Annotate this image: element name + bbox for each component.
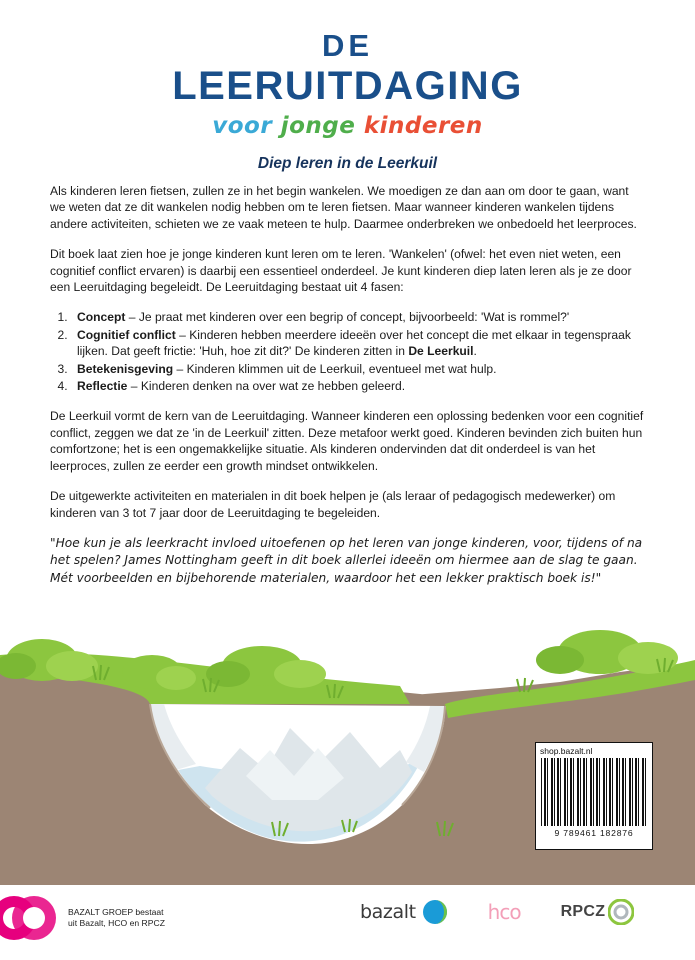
logo-hco-text: hco bbox=[487, 900, 521, 924]
list-item bbox=[71, 361, 646, 377]
title-block bbox=[0, 30, 695, 173]
phase-text: – Kinderen hebben meerdere ideeën over het concept die met elkaar in tegenspraak lijken. Dat geeft frictie: 'Huh, hoe zit dit?' De kinderen zitten in bbox=[77, 327, 631, 359]
bazalt-mark-icon bbox=[422, 899, 448, 925]
paragraph-1: Als kinderen leren fietsen, zullen ze in het begin wankelen. We moedigen ze dan aan om door te gaan, want we weten dat ze dit wankelen nodig hebben om te leren fietsen. Maar wanneer kinderen wankelen tijdens andere activiteiten, schieten we ze vaak meteen te hulp. Daarmee onderbreken we onbedoeld het leerproces. bbox=[50, 184, 637, 231]
phase-term: Cognitief conflict bbox=[77, 327, 176, 342]
bazalt-groep-logo-icon bbox=[0, 895, 60, 941]
title-subtitle bbox=[0, 114, 695, 139]
logo-bazalt-text: bazalt bbox=[360, 901, 416, 923]
logo-hco bbox=[488, 900, 521, 924]
phase-term: Reflectie bbox=[77, 379, 128, 394]
paragraph-4: De uitgewerkte activiteiten en materialen in dit boek helpen je (als leraar of pedagogisch medewerker) om kinderen van 3 tot 7 jaar door de Leeruitdaging te begeleiden. bbox=[50, 489, 616, 520]
logo-rpcz-text: RPCZ bbox=[560, 903, 606, 920]
subtitle-word-3: kinderen bbox=[363, 112, 483, 139]
phase-text-bold: De Leerkuil bbox=[408, 344, 474, 359]
shop-url: shop.bazalt.nl bbox=[540, 746, 593, 756]
list-item bbox=[71, 309, 646, 325]
footer-left-line1: BAZALT GROEP bestaat bbox=[68, 907, 164, 917]
title-line-de: DE bbox=[321, 28, 374, 63]
paragraph-3: De Leerkuil vormt de kern van de Leeruitdaging. Wanneer kinderen een oplossing bedenken voor een cognitief conflict, zeggen we dat ze 'in de Leerkuil' zitten. Deze metafoor werkt goed. Kinderen bevinden zich buiten hun comfortzone; het is een ongemakkelijke situatie. Als kinderen ondervinden dat dit onderdeel is van het leerproces, zullen ze eerder een growth mindset ontwikkelen. bbox=[50, 409, 644, 473]
title-line-main: LEERUITDAGING bbox=[172, 63, 523, 108]
phase-text: – Kinderen denken na over wat ze hebben geleerd. bbox=[127, 379, 406, 394]
list-item bbox=[71, 378, 646, 394]
list-item bbox=[71, 327, 646, 360]
back-cover-text bbox=[50, 183, 646, 618]
footer-left-line2: uit Bazalt, HCO en RPCZ bbox=[68, 918, 165, 928]
logo-bazalt bbox=[360, 899, 448, 925]
isbn-number: 9 789461 182876 bbox=[554, 828, 634, 838]
phase-term: Concept bbox=[77, 310, 126, 325]
barcode-bars bbox=[541, 758, 647, 826]
phase-text: – Kinderen klimmen uit de Leerkuil, eventueel met wat hulp. bbox=[173, 361, 497, 376]
subtitle-word-2: jonge bbox=[280, 112, 356, 139]
footer bbox=[0, 885, 695, 960]
phase-text: – Je praat met kinderen over een begrip of concept, bijvoorbeeld: 'Wat is rommel?' bbox=[125, 310, 570, 325]
subtitle-word-1: voor bbox=[212, 112, 273, 139]
phases-list bbox=[50, 309, 646, 394]
paragraph-2: Dit boek laat zien hoe je jonge kinderen kunt leren om te leren. 'Wankelen' (ofwel: het even niet weten, een cognitief conflict ervaren) is daarbij een essentieel onderdeel. Je kunt kinderen diep laten leren als je ze door een Leeruitdaging begeleidt. De Leeruitdaging bestaat uit 4 fasen: bbox=[50, 247, 632, 295]
publisher-logos bbox=[360, 899, 680, 925]
bazalt-groep-block bbox=[0, 895, 165, 941]
review-quote: "Hoe kun je als leerkracht invloed uitoefenen op het leren van jonge kinderen, voor, tijdens of na het spelen? James Nottingham geeft in dit boek allerlei ideeën om hiermee aan de slag te gaan. Mét voorbeelden en bijbehorende materialen, waardoor het een lekker praktisch boek is!" bbox=[50, 535, 643, 585]
barcode-block bbox=[535, 742, 653, 850]
bazalt-groep-text bbox=[68, 907, 165, 929]
title-tagline: Diep leren in de Leerkuil bbox=[257, 154, 438, 172]
phase-term: Betekenisgeving bbox=[77, 361, 174, 376]
rpcz-mark-icon bbox=[608, 899, 634, 925]
logo-rpcz bbox=[561, 899, 635, 925]
phase-text-tail: . bbox=[473, 344, 477, 359]
